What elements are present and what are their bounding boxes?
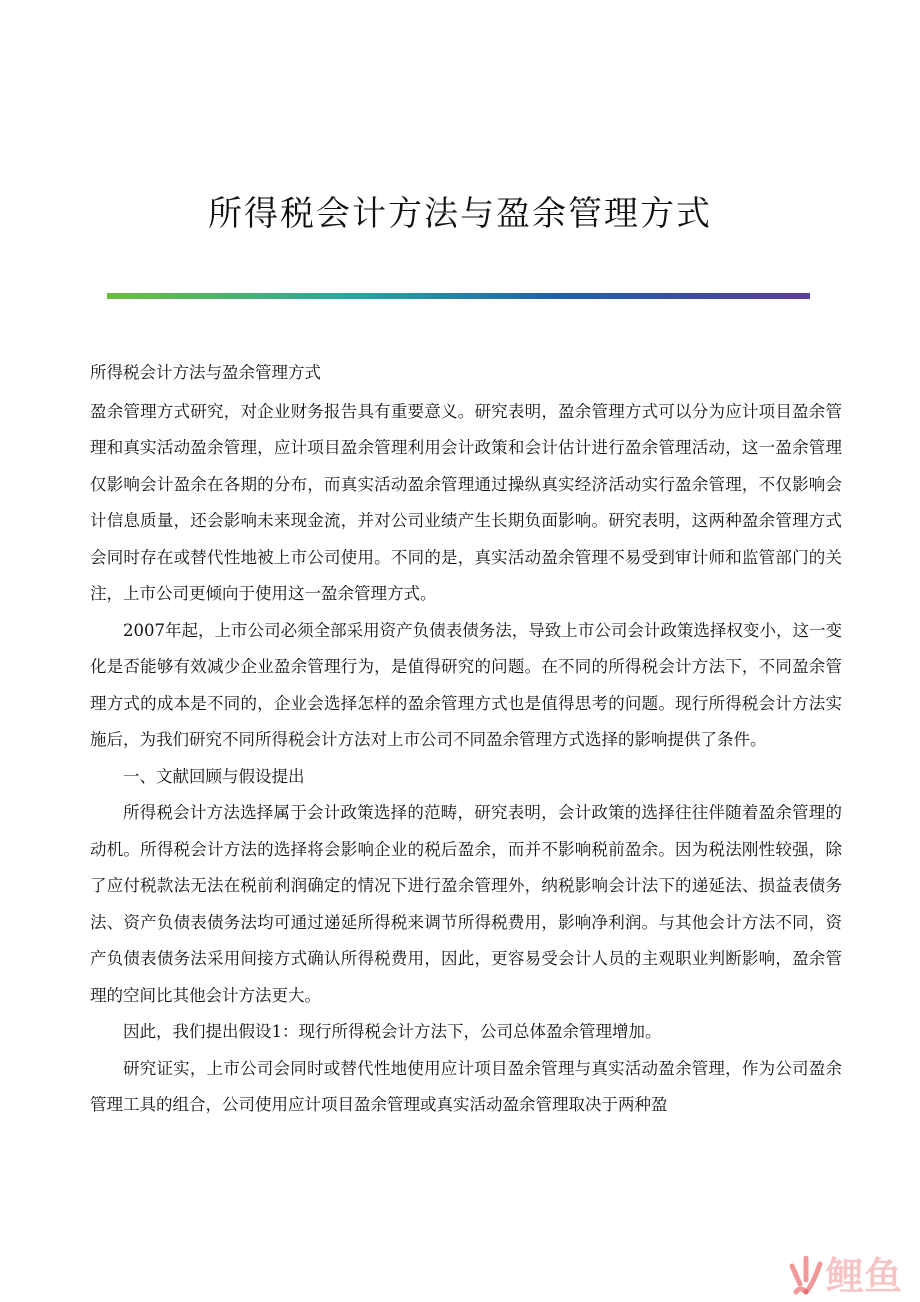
paragraph-5: 研究证实，上市公司会同时或替代性地使用应计项目盈余管理与真实活动盈余管理，作为公司盈余管理工具的组合，公司使用应计项目盈余管理或真实活动盈余管理取决于两种盈	[90, 1058, 842, 1114]
paragraph-1: 盈余管理方式研究，对企业财务报告具有重要意义。研究表明，盈余管理方式可以分为应计项目盈余管理和真实活动盈余管理，应计项目盈余管理利用会计政策和会计估计进行盈余管理活动，这一盈余管理仅影响会计盈余在各期的分布，而真实活动盈余管理通过操纵真实经济活动实行盈余管理，不仅影响会计信息质量，还会影响未来现金流，并对公司业绩产生长期负面影响。研究表明，这两种盈余管理方式会同时存在或替代性地被上市公司使用。不同的是，真实活动盈余管理不易受到审计师和监管部门的关注，上市公司更倾向于使用这一盈余管理方式。	[90, 401, 842, 603]
document-body	[90, 355, 842, 1124]
watermark-text: 鲤鱼	[825, 1254, 902, 1298]
document-subtitle: 所得税会计方法与盈余管理方式	[90, 363, 321, 382]
paragraph-2: 2007年起，上市公司必须全部采用资产负债表债务法，导致上市公司会计政策选择权变小，这一变化是否能够有效减少企业盈余管理行为，是值得研究的问题。在不同的所得税会计方法下，不同盈余管理方式的成本是不同的，企业会选择怎样的盈余管理方式也是值得思考的问题。现行所得税会计方法实施后，为我们研究不同所得税会计方法对上市公司不同盈余管理方式选择的影响提供了条件。	[90, 620, 842, 749]
page-title: 所得税会计方法与盈余管理方式	[208, 194, 712, 234]
section-heading: 一、文献回顾与假设提出	[123, 766, 305, 786]
title-divider	[107, 293, 810, 299]
paragraph-3: 所得税会计方法选择属于会计政策选择的范畴，研究表明，会计政策的选择往往伴随着盈余管理的动机。所得税会计方法的选择将会影响企业的税后盈余，而并不影响税前盈余。因为税法刚性较强，除了应付税款法无法在税前利润确定的情况下进行盈余管理外，纳税影响会计法下的递延法、损益表债务法、资产负债表债务法均可通过递延所得税来调节所得税费用，影响净利润。与其他会计方法不同，资产负债表债务法采用间接方式确认所得税费用，因此，更容易受会计人员的主观职业判断影响，盈余管理的空间比其他会计方法更大。	[90, 803, 842, 1005]
paragraph-4: 因此，我们提出假设1：现行所得税会计方法下，公司总体盈余管理增加。	[123, 1022, 662, 1041]
watermark-logo	[786, 1254, 902, 1298]
fire-icon	[786, 1256, 826, 1296]
